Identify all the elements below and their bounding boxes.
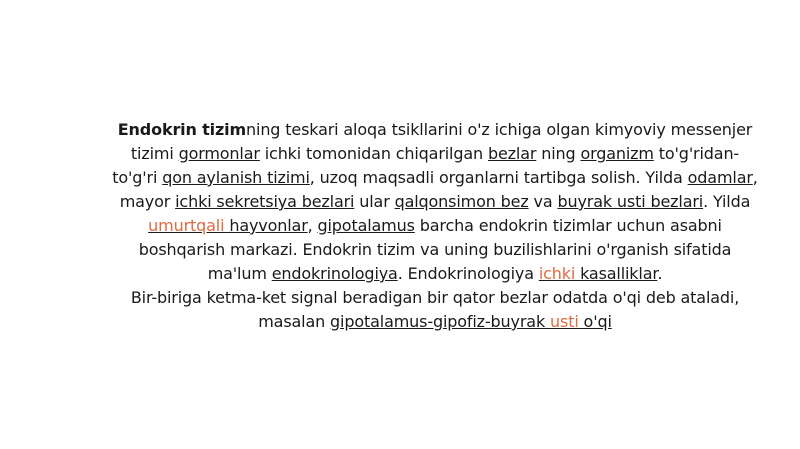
text-span: , xyxy=(307,216,318,235)
highlight-text: umurtqali xyxy=(148,216,230,235)
paragraph-axis xyxy=(110,286,760,334)
link-qalqonsimon-bez[interactable]: qalqonsimon bez xyxy=(394,192,529,211)
link-bezlar[interactable]: bezlar xyxy=(487,144,537,163)
text-span: , mayor xyxy=(119,168,758,211)
highlight-text: ichki xyxy=(538,264,581,283)
link-gormonlar[interactable]: gormonlar xyxy=(178,144,260,163)
link-text: gipotalamus-gipofiz-buyrak xyxy=(330,312,551,331)
text-span: va xyxy=(528,192,558,211)
link-gipotalamus[interactable]: gipotalamus xyxy=(317,216,415,235)
text-span: . Yilda xyxy=(703,192,751,211)
paragraph-endocrine-definition xyxy=(110,118,760,286)
link-qon-aylanish-tizimi[interactable]: qon aylanish tizimi xyxy=(162,168,310,187)
link-odamlar[interactable]: odamlar xyxy=(687,168,753,187)
link-gipotalamus-gipofiz-buyrak-usti-oqi[interactable] xyxy=(330,312,612,331)
text-span: Bir-biriga ketma-ket signal beradigan bir qator bezlar odatda o'qi deb ataladi, masalan xyxy=(130,288,740,331)
text-span: ular xyxy=(354,192,395,211)
term-endokrin-tizim: Endokrin tizim xyxy=(117,120,247,139)
text-span: ning teskari aloqa tsikllarini o'z ichiga olgan kimyoviy messenjer tizimi xyxy=(130,120,753,163)
text-block xyxy=(110,118,760,334)
link-organizm[interactable]: organizm xyxy=(580,144,654,163)
text-span: . xyxy=(657,264,663,283)
link-text: o'qi xyxy=(578,312,612,331)
text-span: , uzoq maqsadli organlarni tartibga solish. Yilda xyxy=(309,168,688,187)
text-span: to'g'ridan-to'g'ri xyxy=(112,144,740,187)
text-span: ning xyxy=(536,144,581,163)
text-span: . Endokrinologiya xyxy=(397,264,539,283)
text-span: barcha endokrin tizimlar uchun asabni boshqarish markazi. Endokrin tizim va uning buzilishlarini o'rganish sifatida ma'lum xyxy=(138,216,732,283)
link-ichki-sekretsiya-bezlari[interactable]: ichki sekretsiya bezlari xyxy=(175,192,355,211)
link-ichki-kasalliklar[interactable] xyxy=(539,264,658,283)
link-text: hayvonlar xyxy=(229,216,308,235)
link-buyrak-usti-bezlari[interactable]: buyrak usti bezlari xyxy=(557,192,704,211)
link-text: kasalliklar xyxy=(580,264,658,283)
link-umurtqali-hayvonlar[interactable] xyxy=(148,216,307,235)
link-endokrinologiya[interactable]: endokrinologiya xyxy=(271,264,398,283)
highlight-text: usti xyxy=(550,312,579,331)
text-span: ichki tomonidan chiqarilgan xyxy=(259,144,488,163)
